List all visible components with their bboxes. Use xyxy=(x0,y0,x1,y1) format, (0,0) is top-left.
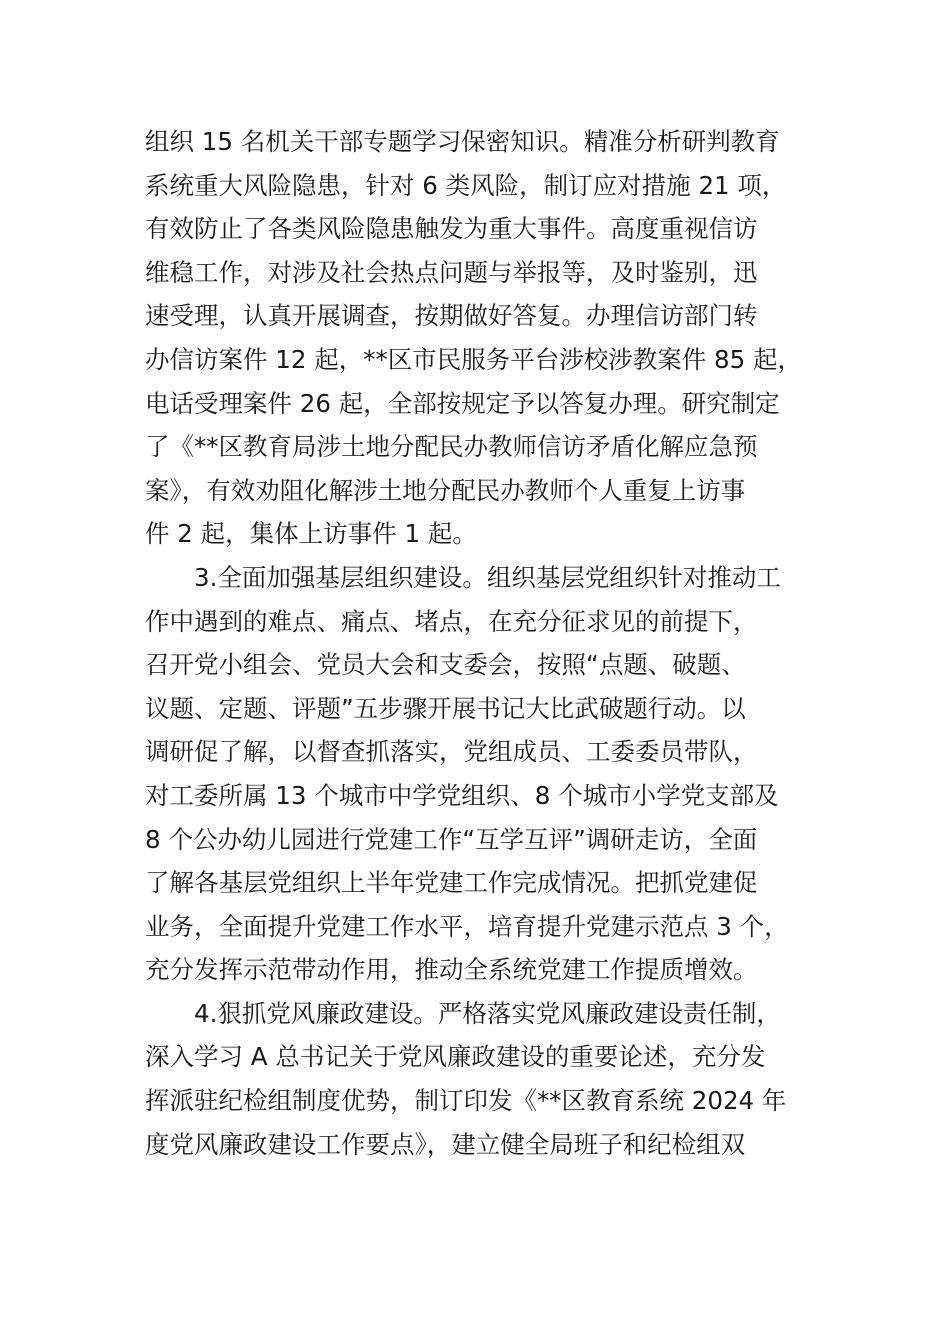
text-line: 召开党小组会、党员大会和支委会，按照“点题、破题、 xyxy=(145,650,746,680)
text-line: 案》，有效劝阻化解涉土地分配民办教师个人重复上访事 xyxy=(145,475,746,505)
text-line: 对工委所属 13 个城市中学党组织、8 个城市小学党支部及 xyxy=(145,780,779,810)
text-line: 办信访案件 12 起，**区市民服务平台涉校涉教案件 85 起， xyxy=(145,344,802,374)
text-line: 作中遇到的难点、痛点、堵点，在充分征求见的前提下， xyxy=(145,606,758,636)
text-line: 电话受理案件 26 起，全部按规定予以答复办理。研究制定 xyxy=(145,388,780,418)
text-line: 了解各基层党组织上半年党建工作完成情况。把抓党建促 xyxy=(145,868,758,898)
text-line: 业务，全面提升党建工作水平，培育提升党建示范点 3 个， xyxy=(145,911,789,941)
text-line: 件 2 起，集体上访事件 1 起。 xyxy=(145,519,477,549)
text-line: 8 个公办幼儿园进行党建工作“互学互评”调研走访，全面 xyxy=(145,824,758,854)
text-line: 维稳工作，对涉及社会热点问题与举报等，及时鉴别，迅 xyxy=(145,257,758,287)
text-line: 挥派驻纪检组制度优势，制订印发《**区教育系统 2024 年 xyxy=(145,1086,787,1116)
text-line: 系统重大风险隐患，针对 6 类风险，制订应对措施 21 项， xyxy=(145,170,787,200)
section-heading-line: 3.全面加强基层组织建设。组织基层党组织针对推动工 xyxy=(194,562,781,592)
text-line: 议题、定题、评题”五步骤开展书记大比武破题行动。以 xyxy=(145,693,746,723)
text-line: 充分发挥示范带动作用，推动全系统党建工作提质增效。 xyxy=(145,955,758,985)
text-line: 了《**区教育局涉土地分配民办教师信访矛盾化解应急预 xyxy=(145,432,758,462)
text-line: 速受理，认真开展调查，按期做好答复。办理信访部门转 xyxy=(145,301,758,331)
document-body xyxy=(145,120,815,1166)
text-line: 有效防止了各类风险隐患触发为重大事件。高度重视信访 xyxy=(145,214,758,244)
text-line: 度党风廉政建设工作要点》，建立健全局班子和纪检组双 xyxy=(145,1129,746,1159)
text-line: 调研促了解，以督查抓落实，党组成员、工委委员带队， xyxy=(145,737,758,767)
section-heading-line: 4.狠抓党风廉政建设。严格落实党风廉政建设责任制， xyxy=(194,998,781,1028)
text-line: 深入学习 A 总书记关于党风廉政建设的重要论述，充分发 xyxy=(145,1042,766,1072)
text-line: 组织 15 名机关干部专题学习保密知识。精准分析研判教育 xyxy=(145,127,780,156)
